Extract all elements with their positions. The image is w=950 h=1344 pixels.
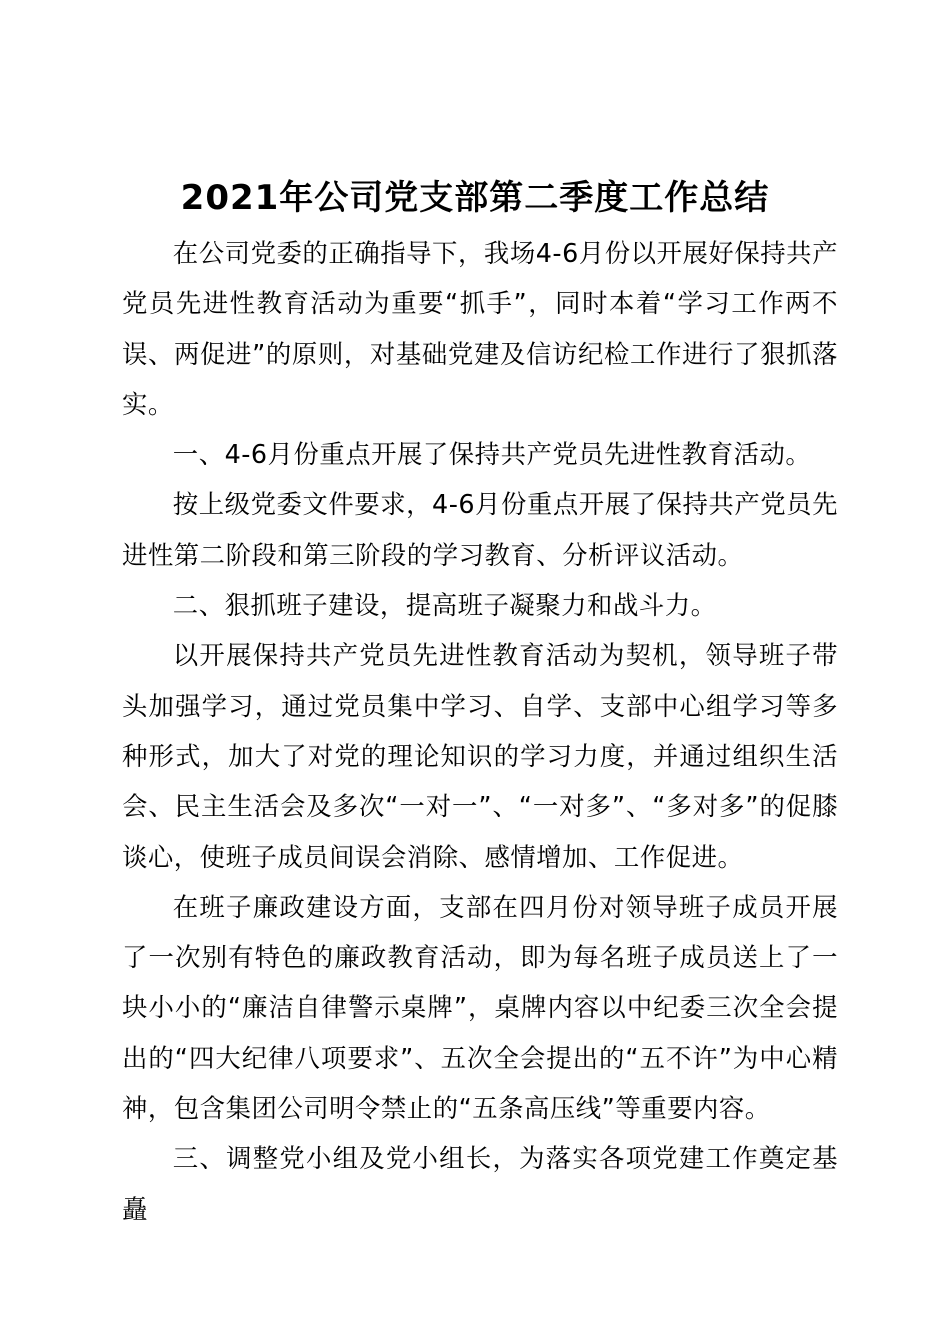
paragraph-section-2b: 在班子廉政建设方面，支部在四月份对领导班子成员开展了一次别有特色的廉政教育活动，即为每名班子成员送上了一块小小的“廉洁自律警示桌牌”，桌牌内容以中纪委三次全会提出的“四大纪律八项要求”、五次全会提出的“五不许”为中心精神，包含集团公司明令禁止的“五条高压线”等重要内容。 xyxy=(122,891,838,1124)
paragraph-intro: 在公司党委的正确指导下，我场4-6月份以开展好保持共产党员先进性教育活动为重要“抓手”，同时本着“学习工作两不误、两促进”的原则，对基础党建及信访纪检工作进行了狠抓落实。 xyxy=(122,238,838,419)
paragraph-section-2a: 以开展保持共产党员先进性教育活动为契机，领导班子带头加强学习，通过党员集中学习、自学、支部中心组学习等多种形式，加大了对党的理论知识的学习力度，并通过组织生活会、民主生活会及多次“一对一”、“一对多”、“多对多”的促膝谈心，使班子成员间误会消除、感情增加、工作促进。 xyxy=(122,640,838,872)
document-title: 2021年公司党支部第二季度工作总结 xyxy=(180,177,770,218)
section-heading-2: 二、狠抓班子建设，提高班子凝聚力和战斗力。 xyxy=(172,590,717,621)
document-body xyxy=(122,228,838,1234)
paragraph-section-1: 按上级党委文件要求，4-6月份重点开展了保持共产党员先进性第二阶段和第三阶段的学习教育、分析评议活动。 xyxy=(122,489,838,570)
section-heading-3: 三、调整党小组及党小组长，为落实各项党建工作奠定基矗 xyxy=(122,1143,838,1224)
section-heading-1: 一、4-6月份重点开展了保持共产党员先进性教育活动。 xyxy=(172,439,812,470)
